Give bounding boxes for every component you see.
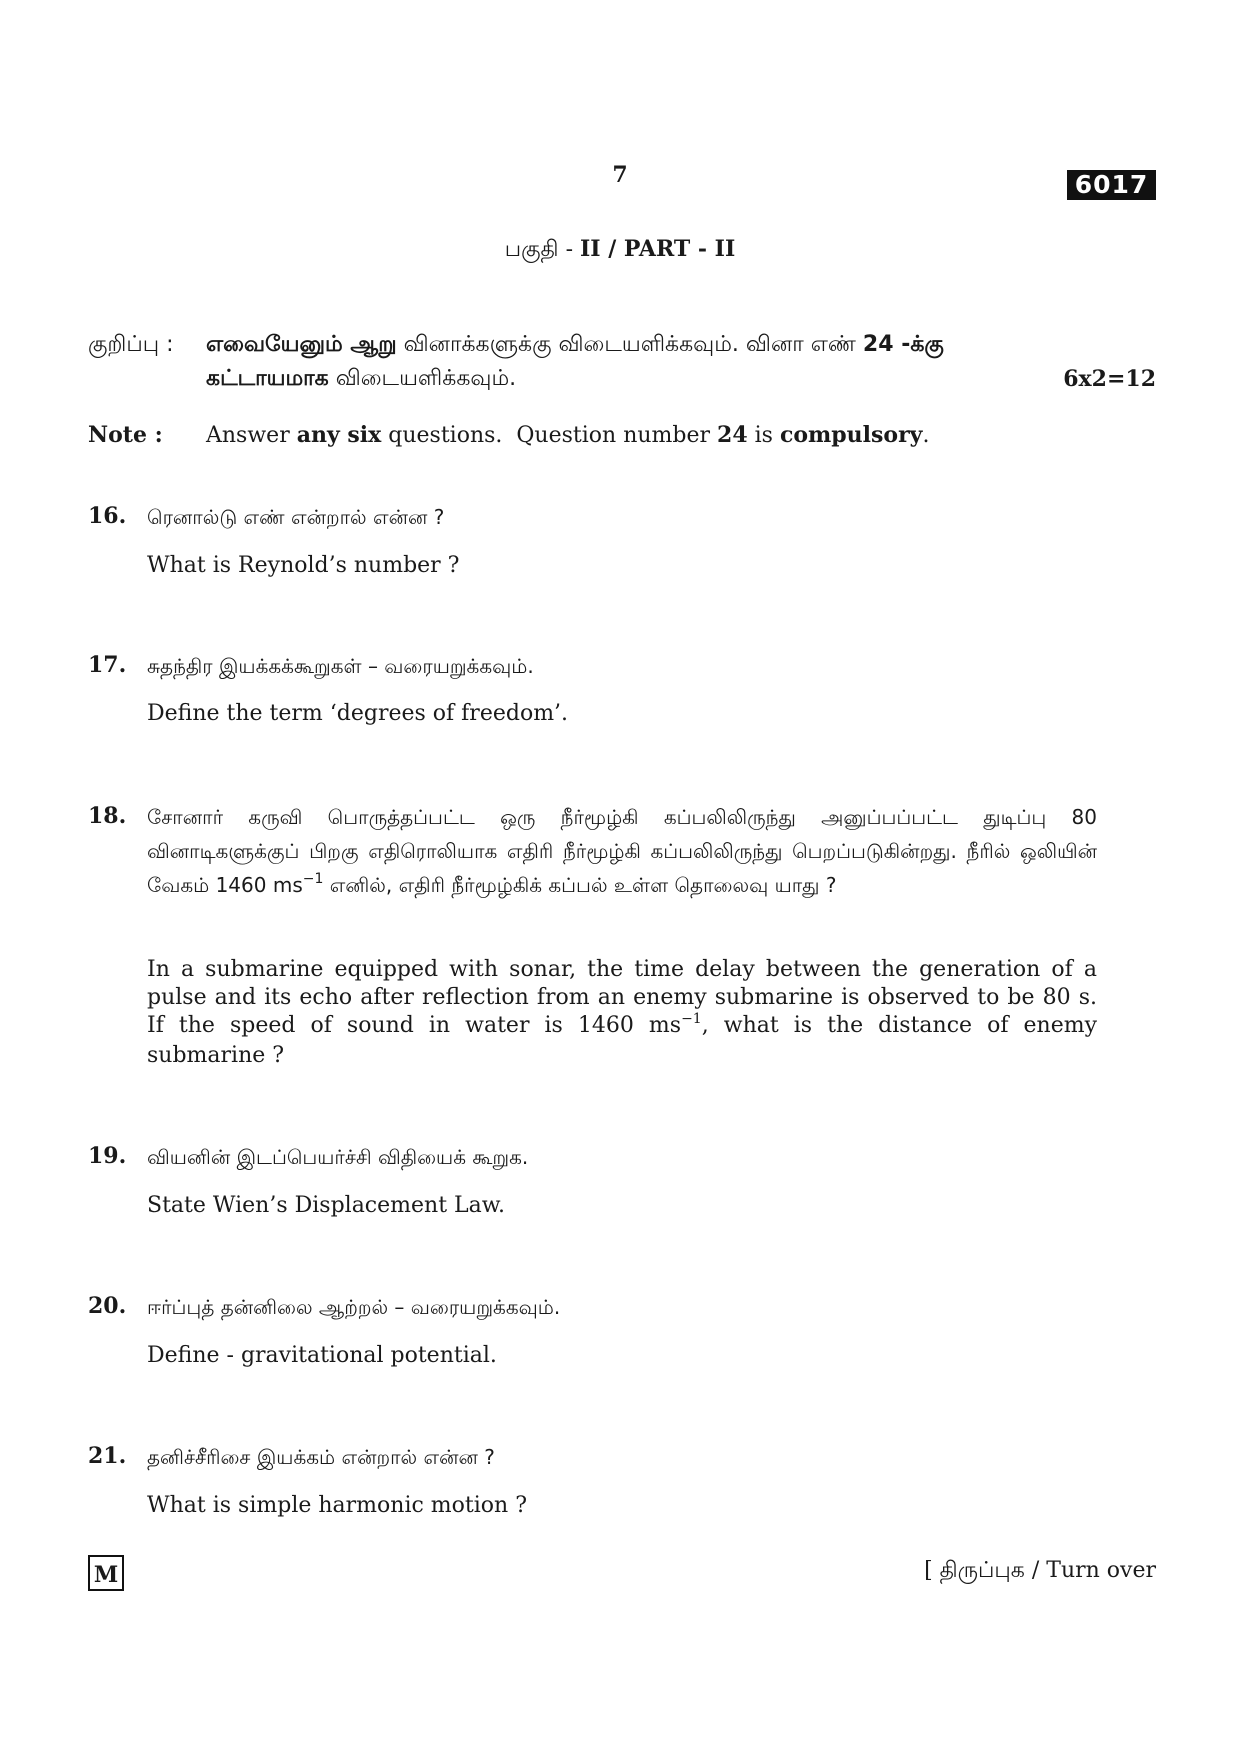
part-title-tamil: பகுதி	[504, 237, 559, 262]
question-number: 16.	[88, 503, 127, 529]
note-compulsory: compulsory	[779, 422, 923, 448]
instruction-line1-tamil	[206, 332, 1106, 360]
question-text-english: State Wien’s Displacement Law.	[147, 1193, 505, 1218]
question-text-tamil: சுதந்திர இயக்கக்கூறுகள் – வரையறுக்கவும்.	[147, 654, 534, 678]
note-label: Note :	[88, 422, 163, 448]
question-text-english: Define the term ‘degrees of freedom’.	[147, 701, 569, 726]
note-t2: questions. Question number	[381, 423, 718, 448]
page-number: 7	[612, 162, 628, 188]
question-text-english: Define - gravitational potential.	[147, 1343, 497, 1368]
instruction-text1-tamil: வினாக்களுக்கு விடையளிக்கவும். வினா எண்	[396, 332, 863, 357]
question-number: 17.	[88, 652, 127, 678]
question-text-tamil	[147, 800, 1097, 905]
note-any-six: any six	[296, 422, 382, 448]
instruction-any-six-tamil: எவையேனும் ஆறு	[206, 332, 397, 357]
part-title	[0, 236, 1240, 265]
instruction-label-tamil: குறிப்பு :	[88, 332, 174, 357]
note-t4: .	[922, 423, 930, 448]
q18-tamil-part2: எனில், எதிரி நீர்மூழ்கிக் கப்பல் உள்ள தொலைவு யாது ?	[323, 873, 837, 897]
question-text-english: What is Reynold’s number ?	[147, 553, 460, 578]
question-text-tamil: ரெனால்டு எண் என்றால் என்ன ?	[147, 505, 445, 529]
part-title-separator: -	[558, 237, 580, 262]
paper-code-badge: 6017	[1067, 170, 1156, 200]
turn-over-text: [ திருப்புக / Turn over	[924, 1558, 1156, 1583]
q18-tamil-exponent: −1	[302, 871, 324, 887]
question-text-tamil: தனிச்சீரிசை இயக்கம் என்றால் என்ன ?	[147, 1445, 495, 1469]
instruction-compulsory-tamil: கட்டாயமாக	[206, 366, 329, 391]
note-q24: 24	[717, 422, 748, 448]
q18-english-part1: In a submarine equipped with sonar, the time delay between the generation of a pulse and its echo after reflection from an enemy submarine is observed to be 80 s. If the speed of sound in water is 1460 ms	[147, 957, 1097, 1038]
note-t1: Answer	[206, 423, 297, 448]
note-text	[206, 422, 1156, 448]
instruction-q24-tamil: 24 -க்கு	[862, 332, 944, 357]
question-text-tamil: ஈர்ப்புத் தன்னிலை ஆற்றல் – வரையறுக்கவும்.	[147, 1295, 561, 1319]
question-text-english	[147, 956, 1097, 1070]
question-number: 18.	[88, 803, 127, 829]
question-text-english: What is simple harmonic motion ?	[147, 1493, 527, 1518]
question-text-tamil: வியனின் இடப்பெயர்ச்சி விதியைக் கூறுக.	[147, 1145, 529, 1169]
question-number: 20.	[88, 1293, 127, 1319]
q18-english-exponent: −1	[681, 1011, 702, 1027]
instruction-line2-tamil	[206, 366, 1006, 394]
question-number: 21.	[88, 1443, 127, 1469]
note-t3: is	[747, 423, 780, 448]
q18-tamil-part1: சோனார் கருவி பொருத்தப்பட்ட ஒரு நீர்மூழ்கி கப்பலிலிருந்து அனுப்பப்பட்ட துடிப்பு 80 வினாடிகளுக்குப் பிறகு எதிரொலியாக எதிரி நீர்மூழ்கி கப்பலிலிருந்து பெறப்படுகின்றது. நீரில் ஒலியின் வேகம் 1460 ms	[147, 805, 1097, 897]
question-number: 19.	[88, 1143, 127, 1169]
medium-mark-box: M	[88, 1555, 124, 1591]
part-title-english: II / PART - II	[580, 236, 736, 262]
instruction-text2-tamil: விடையளிக்கவும்.	[328, 366, 517, 391]
marks-allocation: 6x2=12	[1063, 366, 1156, 392]
q18-english-part2: , what is the distance of enemy submarine ?	[147, 1013, 1098, 1068]
